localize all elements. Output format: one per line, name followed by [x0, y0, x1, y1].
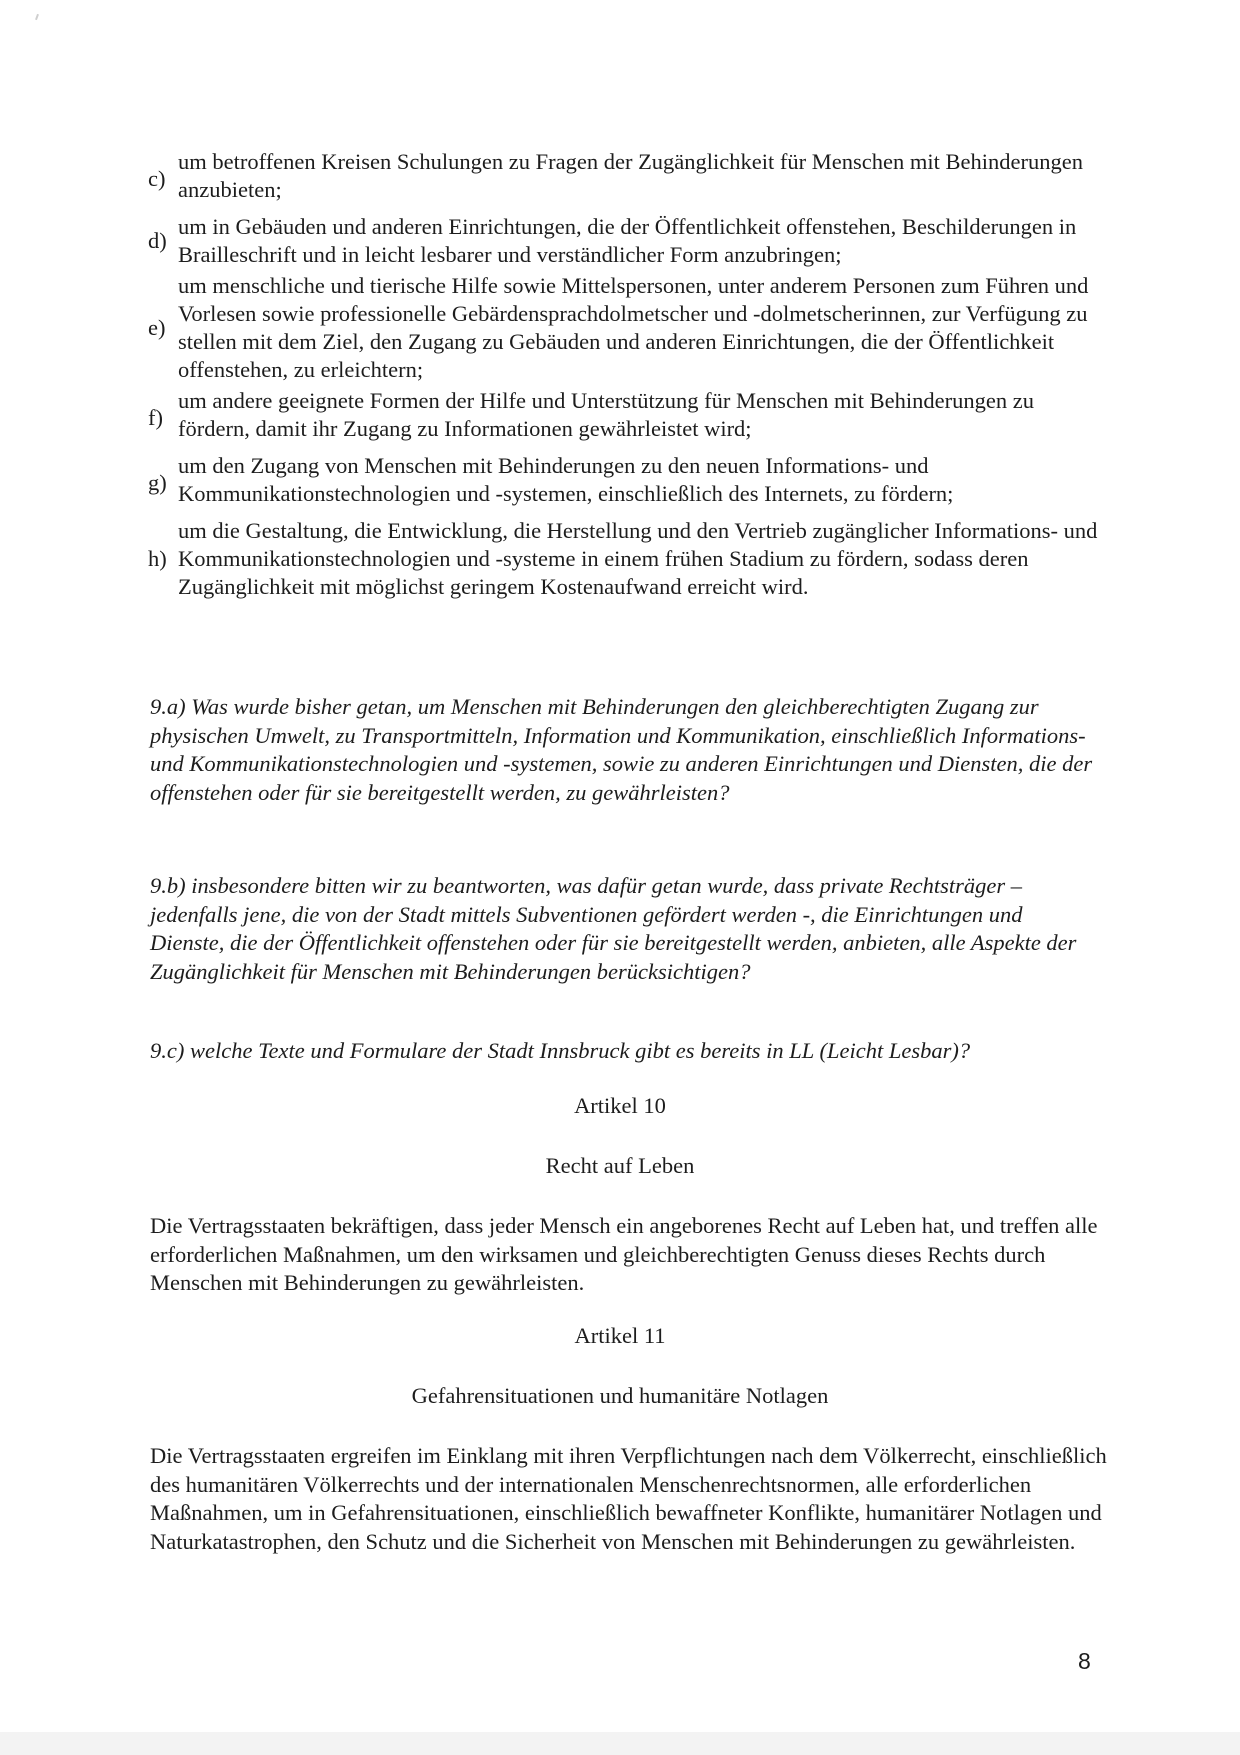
article-11-title: Gefahrensituationen und humanitäre Notlagen [411, 1383, 829, 1408]
list-marker: g) [148, 470, 167, 495]
scan-speck [35, 14, 39, 20]
question-9a: 9.a) Was wurde bisher getan, um Menschen mit Behinderungen den gleichberechtigten Zugang zur physischen Umwelt, zu Transportmitteln, Information und Kommunikation, einschließlich Informations- und Kommunikationstechnologien und -systemen, sowie zu anderen Einrichtungen und Diensten, die der offenstehen oder für sie bereitgestellt werden, zu gewährleisten? [150, 694, 1093, 805]
list-item-text: um die Gestaltung, die Entwicklung, die Herstellung und den Vertrieb zugänglicher Informations- und Kommunikationstechnologien und -systeme in einem frühen Stadium zu fördern, sodass deren Zugänglichkeit mit möglichst geringem Kostenaufwand erreicht wird. [178, 518, 1098, 599]
list-item [148, 148, 1108, 210]
list-marker: e) [148, 315, 166, 340]
list-marker: d) [148, 228, 167, 253]
list-marker: c) [148, 166, 166, 191]
list-item-text: um den Zugang von Menschen mit Behinderungen zu den neuen Informations- und Kommunikationstechnologien und -systemen, einschließlich des Internets, zu fördern; [178, 453, 954, 506]
list-marker: h) [148, 546, 167, 571]
article-10-label: Artikel 10 [574, 1093, 666, 1118]
list-item [148, 272, 1108, 384]
list-item-text: um betroffenen Kreisen Schulungen zu Fragen der Zugänglichkeit für Menschen mit Behinderungen anzubieten; [178, 149, 1083, 202]
list-item [148, 517, 1108, 601]
list-item-text: um menschliche und tierische Hilfe sowie Mittelspersonen, unter anderem Personen zum Führen und Vorlesen sowie professionelle Gebärdensprachdolmetscher und -dolmetscherinnen, zur Verfügung zu stellen mit dem Ziel, den Zugang zu Gebäuden und anderen Einrichtungen, die der Öffentlichkeit offenstehen, zu erleichtern; [178, 273, 1089, 382]
article-10-title: Recht auf Leben [545, 1153, 695, 1178]
measures-list [148, 148, 1108, 604]
article-10-text: Die Vertragsstaaten bekräftigen, dass jeder Mensch ein angeborenes Recht auf Leben hat, und treffen alle erforderlichen Maßnahmen, um den wirksamen und gleichberechtigten Genuss dieses Rechts durch Menschen mit Behinderungen zu gewährleisten. [150, 1213, 1098, 1295]
article-11-label: Artikel 11 [574, 1323, 666, 1348]
scan-footer-band [0, 1732, 1240, 1755]
list-item-text: um andere geeignete Formen der Hilfe und Unterstützung für Menschen mit Behinderungen zu fördern, damit ihr Zugang zu Informationen gewährleistet wird; [178, 388, 1034, 441]
question-9c: 9.c) welche Texte und Formulare der Stadt Innsbruck gibt es bereits in LL (Leicht Lesbar)? [150, 1038, 971, 1063]
list-marker: f) [148, 405, 163, 430]
list-item-text: um in Gebäuden und anderen Einrichtungen, die der Öffentlichkeit offenstehen, Beschilderungen in Brailleschrift und in leicht lesbarer und verständlicher Form anzubringen; [178, 214, 1077, 267]
list-item [148, 387, 1108, 449]
list-item [148, 452, 1108, 514]
list-item [148, 213, 1108, 269]
page-number: 8 [1078, 1648, 1091, 1674]
article-11-text: Die Vertragsstaaten ergreifen im Einklang mit ihren Verpflichtungen nach dem Völkerrecht, einschließlich des humanitären Völkerrechts und der internationalen Menschenrechtsnormen, alle erforderlichen Maßnahmen, um in Gefahrensituationen, einschließlich bewaffneter Konflikte, humanitärer Notlagen und Naturkatastrophen, den Schutz und die Sicherheit von Menschen mit Behinderungen zu gewährleisten. [150, 1443, 1107, 1554]
question-9b: 9.b) insbesondere bitten wir zu beantworten, was dafür getan wurde, dass private Rechtsträger – jedenfalls jene, die von der Stadt mittels Subventionen gefördert werden -, die Einrichtungen und Dienste, die der Öffentlichkeit offenstehen oder für sie bereitgestellt werden, anbieten, alle Aspekte der Zugänglichkeit für Menschen mit Behinderungen berücksichtigen? [150, 873, 1077, 984]
